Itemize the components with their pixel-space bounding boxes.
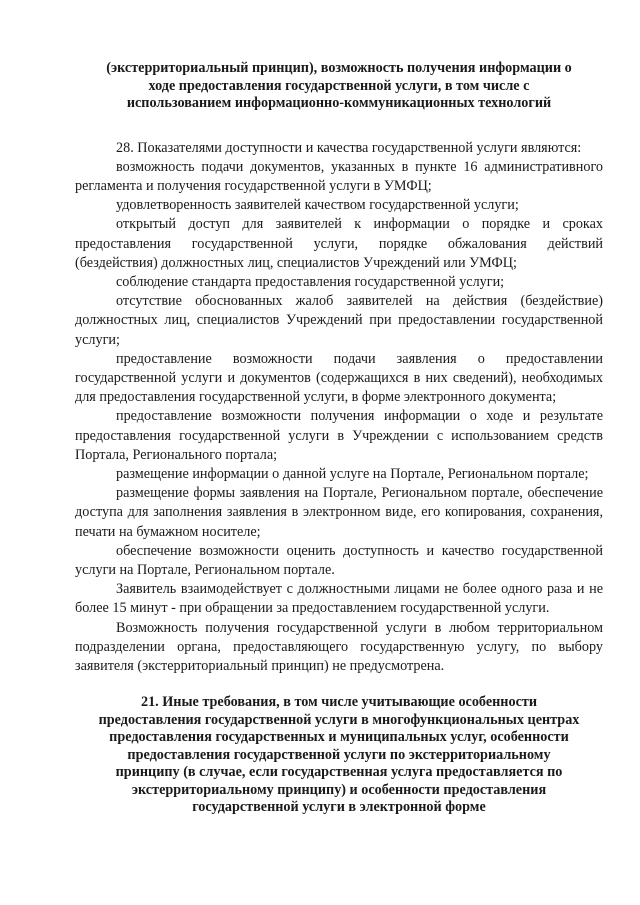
paragraph: 28. Показателями доступности и качества государственной услуги являются: xyxy=(116,139,582,156)
paragraph: Заявитель взаимодействует с должностными лицами не более одного раза и не более 15 минут - при обращении за предоставлением государственной услуги. xyxy=(75,581,603,617)
top-heading-line: использованием информационно-коммуникационных технологий xyxy=(126,95,552,111)
section-heading-line: предоставления государственной услуги в многофункциональных центрах xyxy=(98,711,580,728)
paragraph: открытый доступ для заявителей к информации о порядке и сроках предоставления государственной услуги, порядке обжалования действий (бездействия) должностных лиц, специалистов Учреждений или УМФЦ; xyxy=(75,216,603,271)
section-heading-line: 21. Иные требования, в том числе учитывающие особенности xyxy=(140,694,538,711)
paragraph: обеспечение возможности оценить доступность и качество государственной услуги на Портале, Региональном портале. xyxy=(75,542,603,578)
paragraph: отсутствие обоснованных жалоб заявителей на действия (бездействие) должностных лиц, специалистов Учреждений при предоставлении государственной услуги; xyxy=(75,293,603,348)
top-heading-line: (экстерриториальный принцип), возможность получения информации о xyxy=(106,60,572,76)
section-heading-line: экстерриториальному принципу) и особенности предоставления xyxy=(131,781,547,798)
paragraph: размещение формы заявления на Портале, Региональном портале, обеспечение доступа для заполнения заявления в электронном виде, его копирования, сохранения, печати на бумажном носителе; xyxy=(75,485,603,540)
section-heading-line: предоставления государственных и муниципальных услуг, особенности xyxy=(109,729,569,746)
document-page xyxy=(75,60,603,817)
top-heading-line: ходе предоставления государственной услуги, в том числе с xyxy=(148,77,530,94)
paragraph: возможность подачи документов, указанных в пункте 16 административного регламента и получения государственной услуги в УМФЦ; xyxy=(75,158,603,194)
section-heading-line: принципу (в случае, если государственная услуга предоставляется по xyxy=(115,764,563,781)
section-heading-line: государственной услуги в электронной форме xyxy=(192,799,486,816)
paragraph: Возможность получения государственной услуги в любом территориальном подразделении органа, предоставляющего государственную услугу, по выбору заявителя (экстерриториальный принцип) не предусмотрена. xyxy=(75,619,603,674)
paragraph: соблюдение стандарта предоставления государственной услуги; xyxy=(116,273,505,290)
paragraph: размещение информации о данной услуге на Портале, Региональном портале; xyxy=(116,465,589,482)
top-heading xyxy=(75,60,603,113)
section-heading xyxy=(75,694,603,817)
section-heading-line: предоставления государственной услуги по экстерриториальному xyxy=(127,746,551,763)
paragraph: удовлетворенность заявителей качеством государственной услуги; xyxy=(116,197,519,214)
paragraph: предоставление возможности получения информации о ходе и результате предоставления государственной услуги в Учреждении с использованием средств Портала, Регионального портала; xyxy=(75,408,603,463)
paragraph: предоставление возможности подачи заявления о предоставлении государственной услуги и документов (содержащихся в них сведений), необходимых для предоставления государственной услуги, в форме электронного документа; xyxy=(75,350,603,406)
body-text xyxy=(75,139,603,677)
